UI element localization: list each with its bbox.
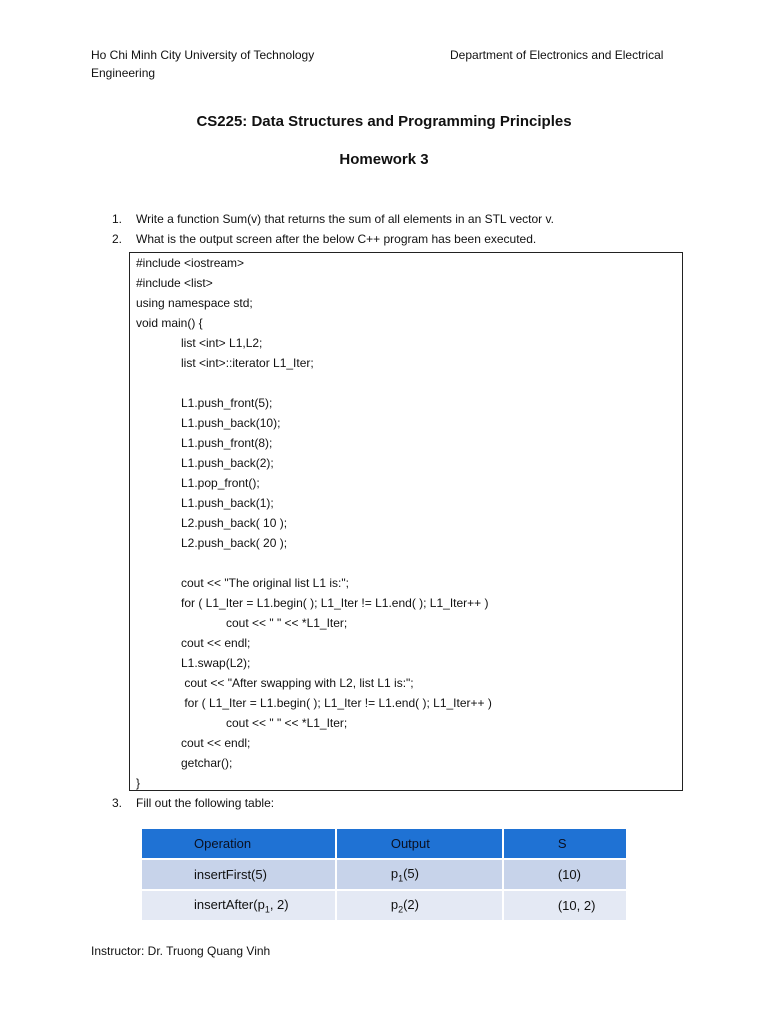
code-line: void main() {	[136, 316, 203, 330]
page-subtitle: Homework 3	[339, 151, 429, 168]
question-text: Fill out the following table:	[136, 796, 275, 810]
code-line: L1.swap(L2);	[181, 656, 251, 670]
header-right: Department of Electronics and Electrical	[450, 48, 664, 62]
question-2	[112, 232, 536, 246]
footer-instructor: Instructor: Dr. Truong Quang Vinh	[91, 944, 271, 958]
page-title: CS225: Data Structures and Programming Principles	[196, 113, 572, 130]
operation-base: insertAfter(p	[194, 896, 265, 912]
table-header-cell: Operation	[141, 828, 336, 859]
code-line: L2.push_back( 10 );	[181, 516, 288, 530]
code-line: list <int>::iterator L1_Iter;	[181, 356, 314, 370]
output-rest: (5)	[403, 865, 419, 881]
code-line: cout << " " << *L1_Iter;	[226, 616, 348, 630]
code-line: #include <iostream>	[136, 256, 245, 270]
question-1	[112, 212, 554, 226]
code-line: L1.pop_front();	[181, 476, 260, 490]
table-cell-operation	[141, 890, 336, 921]
code-line: L1.push_back(1);	[181, 496, 274, 510]
code-line: L1.push_front(5);	[181, 396, 273, 410]
table-header-row	[141, 828, 627, 859]
table-cell-output	[336, 890, 503, 921]
table-cell-s: (10)	[503, 859, 627, 890]
output-rest: (2)	[403, 896, 419, 912]
output-sub: 2	[398, 904, 404, 915]
output-base: p	[390, 896, 399, 912]
question-number: 3.	[112, 796, 123, 810]
code-line: for ( L1_Iter = L1.begin( ); L1_Iter != L1.end( ); L1_Iter++ )	[181, 596, 489, 610]
question-3	[112, 796, 274, 810]
code-line: getchar();	[181, 756, 233, 770]
code-line: for ( L1_Iter = L1.begin( ); L1_Iter != L1.end( ); L1_Iter++ )	[181, 696, 492, 710]
output-sub: 1	[398, 873, 404, 884]
table-cell-operation: insertFirst(5)	[141, 859, 336, 890]
code-line: cout << "The original list L1 is:";	[181, 576, 349, 590]
header-left-wrap: Engineering	[91, 66, 156, 80]
table-cell-s: (10, 2)	[503, 890, 627, 921]
code-line: L1.push_back(2);	[181, 456, 274, 470]
table-row	[141, 859, 627, 890]
output-base: p	[390, 865, 399, 881]
code-line: #include <list>	[136, 276, 213, 290]
code-line: cout << " " << *L1_Iter;	[226, 716, 348, 730]
code-line: }	[136, 776, 141, 790]
code-line: list <int> L1,L2;	[181, 336, 263, 350]
operation-rest: , 2)	[269, 896, 289, 912]
code-line: L1.push_front(8);	[181, 436, 273, 450]
table-row	[141, 890, 627, 921]
code-line: L1.push_back(10);	[181, 416, 281, 430]
code-line: cout << "After swapping with L2, list L1 is:";	[181, 676, 414, 690]
code-line: cout << endl;	[181, 736, 251, 750]
code-line: L2.push_back( 20 );	[181, 536, 288, 550]
operations-table	[140, 827, 628, 922]
operation-sub: 1	[264, 904, 270, 915]
question-number: 2.	[112, 232, 123, 246]
table-header-cell: S	[503, 828, 627, 859]
code-block	[129, 252, 683, 791]
header-left: Ho Chi Minh City University of Technology	[91, 48, 315, 62]
code-line: cout << endl;	[181, 636, 251, 650]
table-header-cell: Output	[336, 828, 503, 859]
question-number: 1.	[112, 212, 123, 226]
table-cell-output	[336, 859, 503, 890]
code-line: using namespace std;	[136, 296, 253, 310]
question-text: Write a function Sum(v) that returns the sum of all elements in an STL vector v.	[136, 212, 554, 226]
question-text: What is the output screen after the below C++ program has been executed.	[136, 232, 537, 246]
